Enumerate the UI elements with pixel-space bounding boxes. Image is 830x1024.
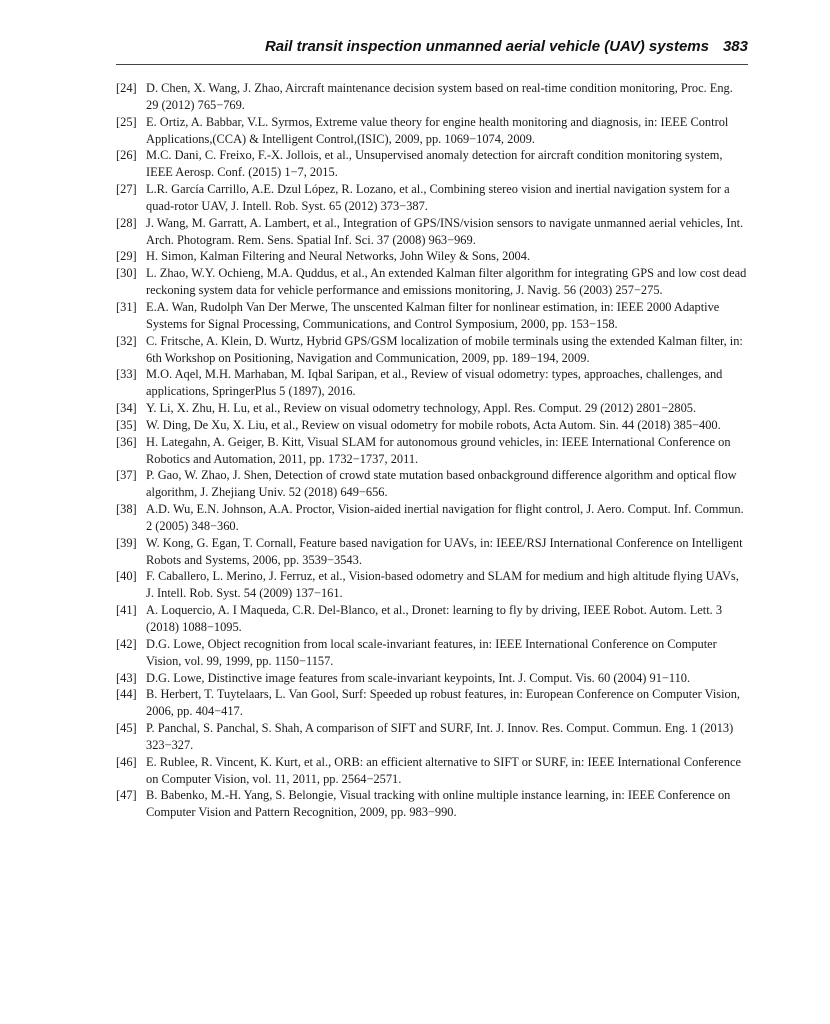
reference-item xyxy=(116,333,748,367)
reference-number: [32] xyxy=(116,333,137,348)
reference-text: M.O. Aqel, M.H. Marhaban, M. Iqbal Saripan, et al., Review of visual odometry: types, approaches, challenges, and applications, SpringerPlus 5 (1897), 2016. xyxy=(146,367,723,399)
reference-number: [26] xyxy=(116,148,137,163)
reference-text: P. Gao, W. Zhao, J. Shen, Detection of crowd state mutation based onbackground difference algorithm and optical flow algorithm, J. Zhejiang Univ. 52 (2018) 649−656. xyxy=(146,468,737,500)
reference-number: [43] xyxy=(116,670,137,685)
reference-text: L. Zhao, W.Y. Ochieng, M.A. Quddus, et al., An extended Kalman filter algorithm for integrating GPS and low cost dead reckoning system data for vehicle performance and emissions monitoring, J. Navig. 56 (2003) 257−275. xyxy=(146,266,747,298)
reference-list xyxy=(116,80,748,821)
reference-number: [39] xyxy=(116,535,137,550)
reference-text: P. Panchal, S. Panchal, S. Shah, A comparison of SIFT and SURF, Int. J. Innov. Res. Comput. Commun. Eng. 1 (2013) 323−327. xyxy=(146,721,734,752)
reference-item xyxy=(116,265,748,299)
reference-item xyxy=(116,366,748,400)
reference-item xyxy=(116,299,748,333)
reference-item xyxy=(116,568,748,602)
reference-number: [30] xyxy=(116,266,137,281)
reference-number: [46] xyxy=(116,754,137,769)
reference-item xyxy=(116,686,748,720)
reference-item xyxy=(116,80,748,114)
reference-item xyxy=(116,467,748,501)
reference-text: A. Loquercio, A. I Maqueda, C.R. Del-Blanco, et al., Dronet: learning to fly by driving, IEEE Robot. Autom. Lett. 3 (2018) 1088−1095. xyxy=(146,603,723,634)
reference-item xyxy=(116,535,748,569)
reference-item xyxy=(116,636,748,670)
page-number: 383 xyxy=(722,38,748,55)
reference-text: E. Rublee, R. Vincent, K. Kurt, et al., ORB: an efficient alternative to SIFT or SURF, in: IEEE International Conference on Computer Vision, vol. 11, 2011, pp. 2564−2571. xyxy=(146,754,741,786)
reference-number: [36] xyxy=(116,434,137,449)
reference-item xyxy=(116,147,748,181)
reference-text: Y. Li, X. Zhu, H. Lu, et al., Review on visual odometry technology, Appl. Res. Comput. 29 (2012) 2801−2805. xyxy=(146,401,697,416)
reference-text: F. Caballero, L. Merino, J. Ferruz, et al., Vision-based odometry and SLAM for medium and high altitude flying UAVs, J. Intell. Rob. Syst. 54 (2009) 137−161. xyxy=(146,569,739,601)
reference-text: D.G. Lowe, Object recognition from local scale-invariant features, in: IEEE International Conference on Computer Vision, vol. 99, 1999, pp. 1150−1157. xyxy=(146,636,717,668)
reference-text: J. Wang, M. Garratt, A. Lambert, et al., Integration of GPS/INS/vision sensors to navigate unmanned aerial vehicles, Int. Arch. Photogram. Rem. Sens. Spatial Inf. Sci. 37 (2008) 963−969. xyxy=(146,215,744,247)
reference-item xyxy=(116,602,748,636)
reference-text: H. Lategahn, A. Geiger, B. Kitt, Visual SLAM for autonomous ground vehicles, in: IEEE International Conference on Robotics and Automation, 2011, pp. 1732−1737, 2011. xyxy=(146,434,731,466)
reference-number: [37] xyxy=(116,468,137,483)
reference-text: M.C. Dani, C. Freixo, F.-X. Jollois, et al., Unsupervised anomaly detection for aircraft condition monitoring system, IEEE Aerosp. Conf. (2015) 1−7, 2015. xyxy=(146,148,723,180)
reference-number: [45] xyxy=(116,721,137,736)
reference-number: [27] xyxy=(116,182,137,197)
reference-text: D.G. Lowe, Distinctive image features from scale-invariant keypoints, Int. J. Comput. Vis. 60 (2004) 91−110. xyxy=(146,670,691,685)
reference-item xyxy=(116,114,748,148)
reference-text: E.A. Wan, Rudolph Van Der Merwe, The unscented Kalman filter for nonlinear estimation, in: IEEE 2000 Adaptive Systems for Signal Processing, Communications, and Control Symposium, 2000, pp. 153−158. xyxy=(146,299,720,331)
reference-number: [25] xyxy=(116,114,137,129)
reference-number: [31] xyxy=(116,299,137,314)
reference-item xyxy=(116,417,748,434)
reference-number: [24] xyxy=(116,81,137,95)
reference-number: [28] xyxy=(116,215,137,230)
reference-number: [33] xyxy=(116,367,137,382)
reference-text: E. Ortiz, A. Babbar, V.L. Syrmos, Extreme value theory for engine health monitoring and diagnosis, in: IEEE Control Applications,(CCA) & Intelligent Control,(ISIC), 2009, pp. 1069−1074, 2009. xyxy=(146,114,729,146)
reference-item xyxy=(116,248,748,265)
reference-number: [44] xyxy=(116,687,137,702)
reference-number: [38] xyxy=(116,502,137,517)
reference-text: L.R. García Carrillo, A.E. Dzul López, R. Lozano, et al., Combining stereo vision and inertial navigation system for a quad-rotor UAV, J. Intell. Rob. Syst. 65 (2012) 373−387. xyxy=(146,182,730,213)
reference-text: A.D. Wu, E.N. Johnson, A.A. Proctor, Vision-aided inertial navigation for flight control, J. Aero. Comput. Inf. Commun. 2 (2005) 348−360. xyxy=(146,502,744,533)
reference-text: B. Babenko, M.-H. Yang, S. Belongie, Visual tracking with online multiple instance learning, in: IEEE Conference on Computer Vision and Pattern Recognition, 2009, pp. 983−990. xyxy=(146,788,731,820)
running-header xyxy=(116,38,748,55)
reference-number: [40] xyxy=(116,569,137,584)
reference-item xyxy=(116,215,748,249)
reference-item xyxy=(116,400,748,417)
reference-number: [34] xyxy=(116,401,137,416)
reference-number: [42] xyxy=(116,636,137,651)
reference-item xyxy=(116,670,748,687)
reference-item xyxy=(116,720,748,754)
running-title: Rail transit inspection unmanned aerial vehicle (UAV) systems xyxy=(264,38,709,55)
reference-item xyxy=(116,181,748,215)
reference-number: [29] xyxy=(116,249,137,264)
reference-number: [41] xyxy=(116,603,137,618)
reference-item xyxy=(116,434,748,468)
reference-item xyxy=(116,754,748,788)
reference-text: D. Chen, X. Wang, J. Zhao, Aircraft maintenance decision system based on real-time condition monitoring, Proc. Eng. 29 (2012) 765−769. xyxy=(146,81,733,112)
reference-number: [47] xyxy=(116,788,137,803)
reference-text: C. Fritsche, A. Klein, D. Wurtz, Hybrid GPS/GSM localization of mobile terminals using the extended Kalman filter, in: 6th Workshop on Positioning, Navigation and Communication, 2009, pp. 189−194, 2009. xyxy=(146,333,743,365)
reference-item xyxy=(116,787,748,821)
reference-text: W. Ding, De Xu, X. Liu, et al., Review on visual odometry for mobile robots, Acta Autom. Sin. 44 (2018) 385−400. xyxy=(146,417,721,432)
reference-text: W. Kong, G. Egan, T. Cornall, Feature based navigation for UAVs, in: IEEE/RSJ International Conference on Intelligent Robots and Systems, 2006, pp. 3539−3543. xyxy=(146,535,743,567)
reference-text: B. Herbert, T. Tuytelaars, L. Van Gool, Surf: Speeded up robust features, in: European Conference on Computer Vision, 2006, pp. 404−417. xyxy=(146,687,741,719)
reference-text: H. Simon, Kalman Filtering and Neural Networks, John Wiley & Sons, 2004. xyxy=(146,249,531,264)
reference-number: [35] xyxy=(116,417,137,432)
header-rule xyxy=(116,64,748,65)
reference-item xyxy=(116,501,748,535)
